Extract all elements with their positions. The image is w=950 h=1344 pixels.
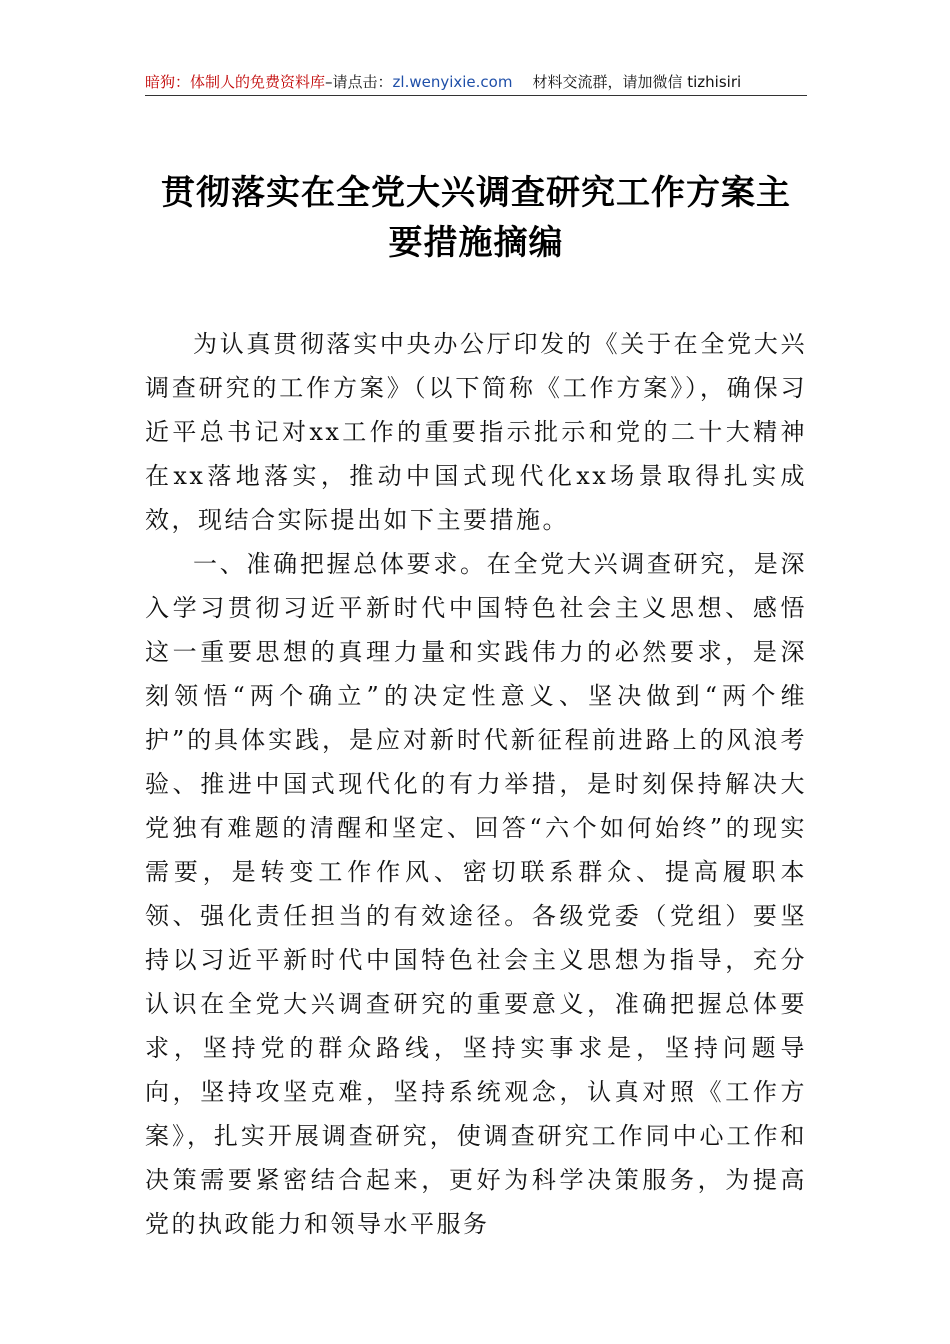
paragraph-intro: 为认真贯彻落实中央办公厅印发的《关于在全党大兴调查研究的工作方案》（以下简称《工作方案》），确保习近平总书记对xx工作的重要指示批示和党的二十大精神在xx落地落实，推动中国式现代化xx场景取得扎实成效，现结合实际提出如下主要措施。 [145, 330, 807, 534]
header-divider [145, 95, 807, 96]
page-header [145, 70, 805, 94]
document-title: 贯彻落实在全党大兴调查研究工作方案主要措施摘编 [161, 173, 791, 263]
header-url-link[interactable]: zl.wenyixie.com [392, 73, 513, 91]
paragraph-section-one: 一、准确把握总体要求。在全党大兴调查研究，是深入学习贯彻习近平新时代中国特色社会主义思想、感悟这一重要思想的真理力量和实践伟力的必然要求，是深刻领悟“两个确立”的决定性意义、坚决做到“两个维护”的具体实践，是应对新时代新征程前进路上的风浪考验、推进中国式现代化的有力举措，是时刻保持解决大党独有难题的清醒和坚定、回答“六个如何始终”的现实需要，是转变工作作风、密切联系群众、提高履职本领、强化责任担当的有效途径。各级党委（党组）要坚持以习近平新时代中国特色社会主义思想为指导，充分认识在全党大兴调查研究的重要意义，准确把握总体要求，坚持党的群众路线，坚持实事求是，坚持问题导向，坚持攻坚克难，坚持系统观念，认真对照《工作方案》，扎实开展调查研究，使调查研究工作同中心工作和决策需要紧密结合起来，更好为科学决策服务，为提高党的执政能力和领导水平服务 [145, 550, 807, 1238]
document-body [145, 322, 807, 1322]
header-click-prefix: –请点击： [325, 73, 393, 91]
header-wechat-note: 材料交流群，请加微信 tizhisiri [532, 73, 742, 91]
header-brand: 暗狗：体制人的免费资料库 [145, 73, 326, 91]
